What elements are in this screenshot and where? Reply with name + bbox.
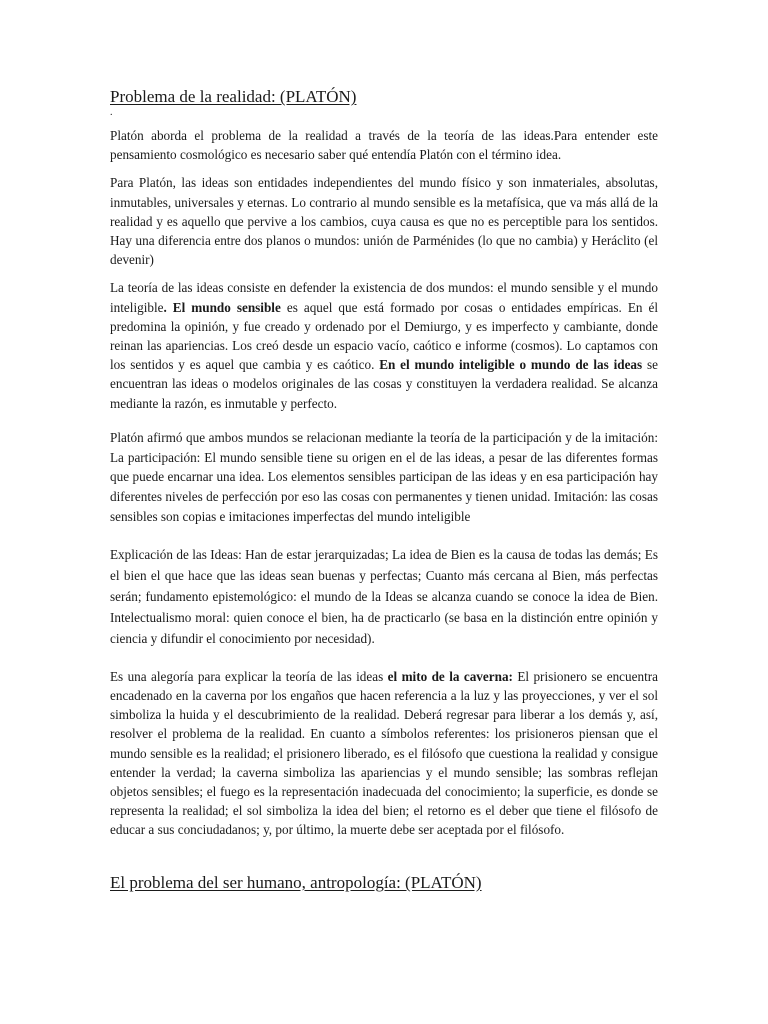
bold-mundo-inteligible: En el mundo inteligible o mundo de las ideas [379, 357, 643, 373]
bold-mito-caverna: el mito de la caverna: [387, 668, 513, 684]
paragraph-two-worlds [110, 278, 658, 412]
paragraph-ideas-definition: Para Platón, las ideas son entidades independientes del mundo físico y son inmateriales, absolutas, inmutables, universales y eternas. Lo contrario al mundo sensible es la metafísica, que va más allá de la realidad y es aquello que pervive a los cambios, cuya causa es que no es perceptible para los sentidos. Hay una diferencia entre dos planos o mundos: unión de Parménides (lo que no cambia) y Heráclito (el devenir) [110, 175, 658, 268]
text-run: se encuentran las ideas o modelos originales de las cosas y constituyen la verdadera realidad. Se alcanza mediante la razón, es inmutable y perfecto. [110, 357, 658, 411]
text-run: El prisionero se encuentra encadenado en la caverna por los engaños que hacen referencia a la luz y las proyecciones, y ver el sol simboliza la huida y el descubrimiento de la realidad. Deberá regresar para liberar a los demás y, así, resolver el problema de la realidad. En cuanto a símbolos referentes: los prisioneros piensan que el mundo sensible es la realidad; el prisionero liberado, es el filósofo que cuestiona la realidad y consigue entender la verdad; la caverna simboliza las apariencias y el mundo sensible; las sombras reflejan objetos sensibles; el fuego es la representación inadecuada del conocimiento; la superficie, es donde se representa la realidad; el sol simboliza la idea del bien; el retorno es el deber que tiene el filósofo de educar a sus conciudadanos; y, por último, la muerte debe ser aceptada por el filósofo. [110, 668, 658, 838]
paragraph-explanation-ideas: Explicación de las Ideas: Han de estar jerarquizadas; La idea de Bien es la causa de todas las demás; Es el bien el que hace que las ideas sean buenas y perfectas; Cuanto más cercana al Bien, más perfectas serán; fundamento epistemológico: el mundo de la Ideas se alcanza cuando se conoce la idea de Bien. Intelectualismo moral: quien conoce el bien, ha de practicarlo (se basa en la distinción entre opinión y ciencia y difundir el conocimiento por necesidad). [110, 546, 658, 646]
section-title-ser-humano: El problema del ser humano, antropología: (PLATÓN) [110, 873, 482, 892]
text-run: Es una alegoría para explicar la teoría de las ideas [110, 668, 388, 684]
paragraph-cave-myth [110, 667, 658, 840]
text-run: es aquel que está formado por cosas o entidades empíricas. En él predomina la opinión, y fue creado y ordenado por el Demiurgo, y es imperfecto y cambiante, donde reinan las apariencias. Los creó desde un espacio vacío, caótico e informe (cosmos). Lo captamos con los sentidos y es aquel que cambia y es caótico. [110, 299, 658, 373]
stray-dot: . [110, 107, 113, 118]
document-body [110, 86, 658, 840]
paragraph-participation: Platón afirmó que ambos mundos se relacionan mediante la teoría de la participación y de la imitación: La participación: El mundo sensible tiene su origen en el de las ideas, a pesar de las diferentes formas que puede encarnar una idea. Los elementos sensibles participan de las ideas y en esa participación hay diferentes niveles de perfección por eso las cosas con permanentes y tienen unidad. Imitación: las cosas sensibles son copias e imitaciones imperfectas del mundo inteligible [110, 429, 658, 525]
paragraph-intro: Platón aborda el problema de la realidad a través de la teoría de las ideas.Para entender este pensamiento cosmológico es necesario saber qué entendía Platón con el término idea. [110, 128, 658, 163]
section-title-realidad: Problema de la realidad: (PLATÓN) [110, 87, 357, 106]
bold-mundo-sensible: . El mundo sensible [163, 299, 281, 315]
text-run: La teoría de las ideas consiste en defender la existencia de dos mundos: el mundo sensible y el mundo inteligible [110, 280, 658, 315]
